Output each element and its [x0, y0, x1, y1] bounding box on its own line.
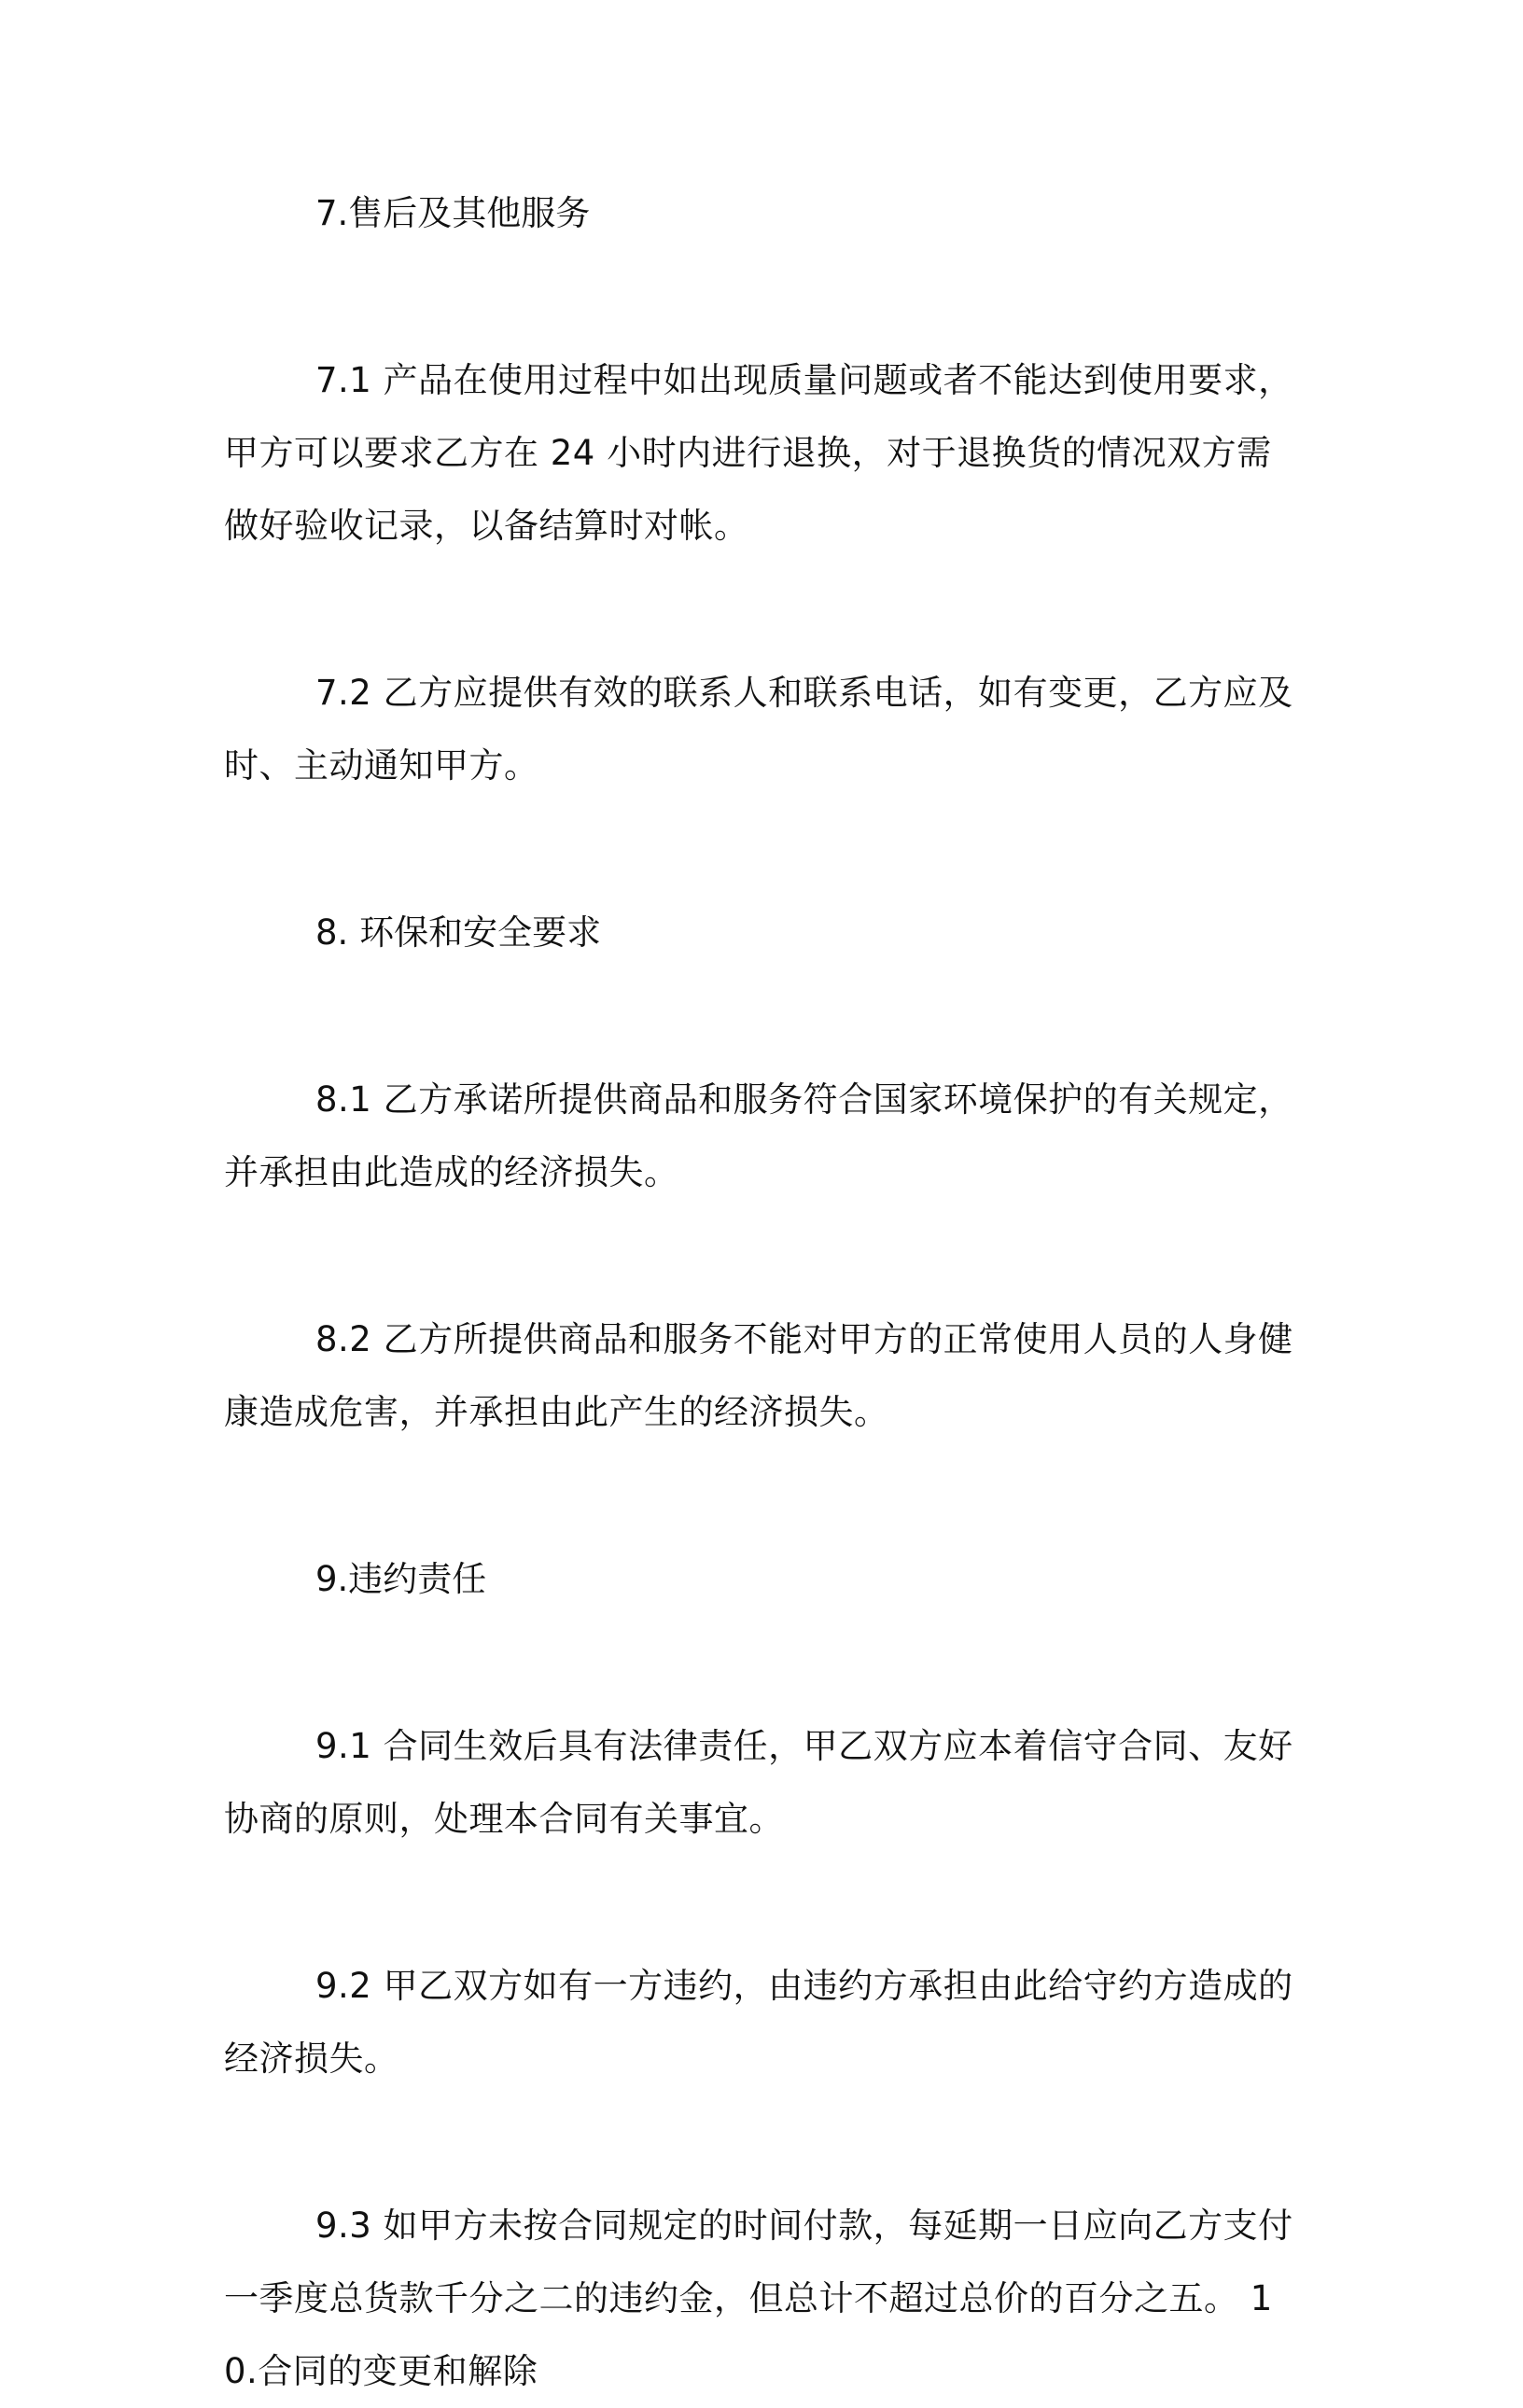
section-heading-8: 8. 环保和安全要求 — [315, 912, 602, 953]
clause-8-1: 8.1 乙方承诺所提供商品和服务符合国家环境保护的有关规定，并承担由此造成的经济损失。 — [224, 1079, 1293, 1192]
section-heading-7: 7.售后及其他服务 — [315, 193, 591, 233]
clause-7-1: 7.1 产品在使用过程中如出现质量问题或者不能达到使用要求，甲方可以要求乙方在 24 小时内进行退换，对于退换货的情况双方需做好验收记录，以备结算时对帐。 — [224, 360, 1293, 546]
clause-9-2: 9.2 甲乙双方如有一方违约，由违约方承担由此给守约方造成的经济损失。 — [224, 1966, 1293, 2079]
section-heading-9: 9.违约责任 — [315, 1559, 487, 1599]
document-body — [224, 177, 1297, 2408]
clause-9-3: 9.3 如甲方未按合同规定的时间付款，每延期一日应向乙方支付一季度总货款千分之二的违约金，但总计不超过总价的百分之五。 10.合同的变更和解除 — [224, 2206, 1293, 2391]
clause-7-2: 7.2 乙方应提供有效的联系人和联系电话，如有变更，乙方应及时、主动通知甲方。 — [224, 673, 1293, 786]
clause-9-1: 9.1 合同生效后具有法律责任，甲乙双方应本着信守合同、友好协商的原则，处理本合同有关事宜。 — [224, 1726, 1293, 1839]
clause-8-2: 8.2 乙方所提供商品和服务不能对甲方的正常使用人员的人身健康造成危害，并承担由此产生的经济损失。 — [224, 1319, 1293, 1432]
